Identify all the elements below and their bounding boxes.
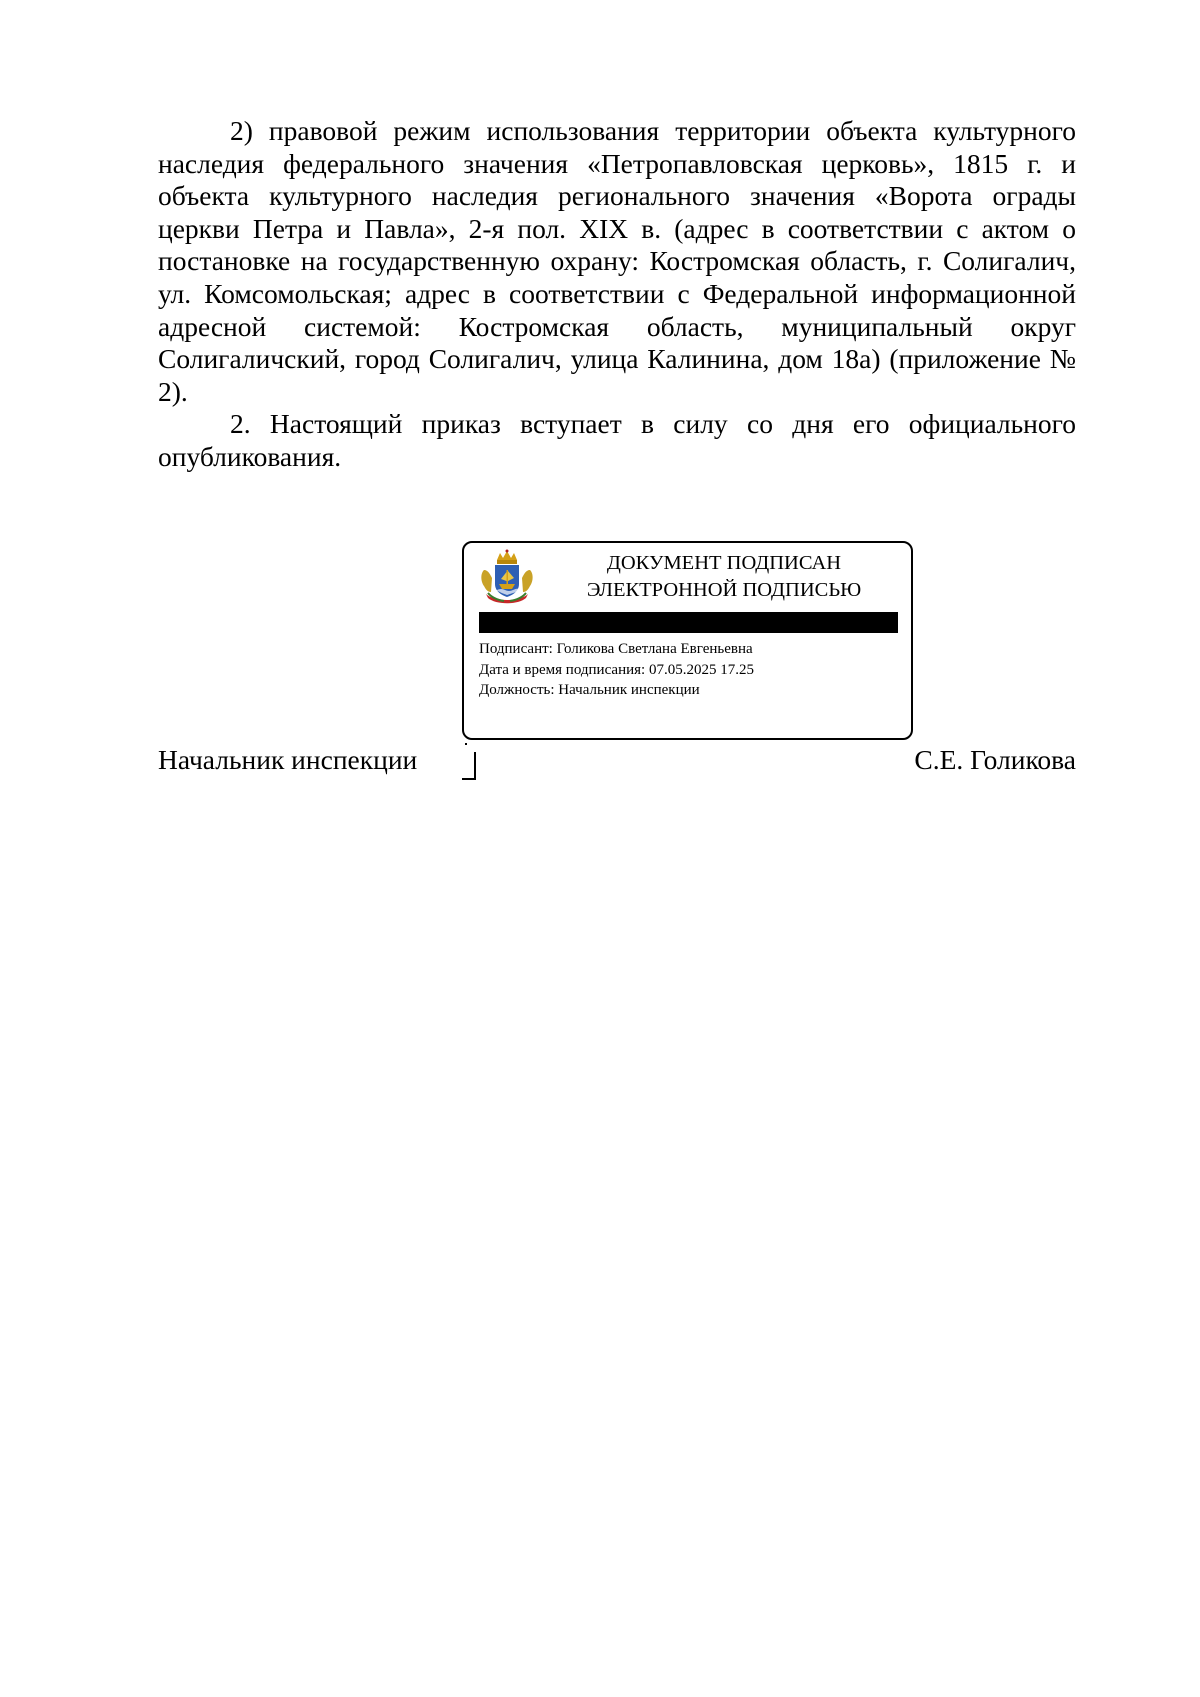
paragraph-legal-regime: 2) правовой режим использования территории объекта культурного наследия федерального значения «Петропавловская церковь», 1815 г. и объекта культурного наследия регионального значения «Ворота ограды церкви Петра и Павла», 2-я пол. XIX в. (адрес в соответствии с актом о постановке на государственную охрану: Костромская область, г. Солигалич, ул. Комсомольская; адрес в соответствии с Федеральной информационной адресной системой: Костромская область, муниципальный округ Солигаличский, город Солигалич, улица Калинина, дом 18а) (приложение № 2). [158,115,1076,407]
stamp-heading-line-1: ДОКУМЕНТ ПОДПИСАН [606,552,842,574]
document-body [158,115,1076,474]
electronic-signature-stamp [462,541,913,740]
stamp-signer: Подписант: Голикова Светлана Евгеньевна [479,641,753,657]
signature-dot [465,743,467,745]
stamp-signed-at: Дата и время подписания: 07.05.2025 17.25 [479,661,754,678]
stamp-heading-line-2: ЭЛЕКТРОННОЙ ПОДПИСЬЮ [586,579,862,601]
stamp-position: Должность: Начальник инспекции [479,682,700,698]
signatory-position: Начальник инспекции [158,744,418,775]
signatory-name: С.Е. Голикова [914,744,1076,775]
certificate-redaction-bar [479,612,898,633]
stamp-details [479,639,899,701]
paragraph-effective-date: 2. Настоящий приказ вступает в силу со дня его официального опубликования. [158,408,1076,472]
coat-of-arms-icon [478,548,536,606]
text-cursor [474,752,476,780]
stamp-heading [564,550,884,604]
